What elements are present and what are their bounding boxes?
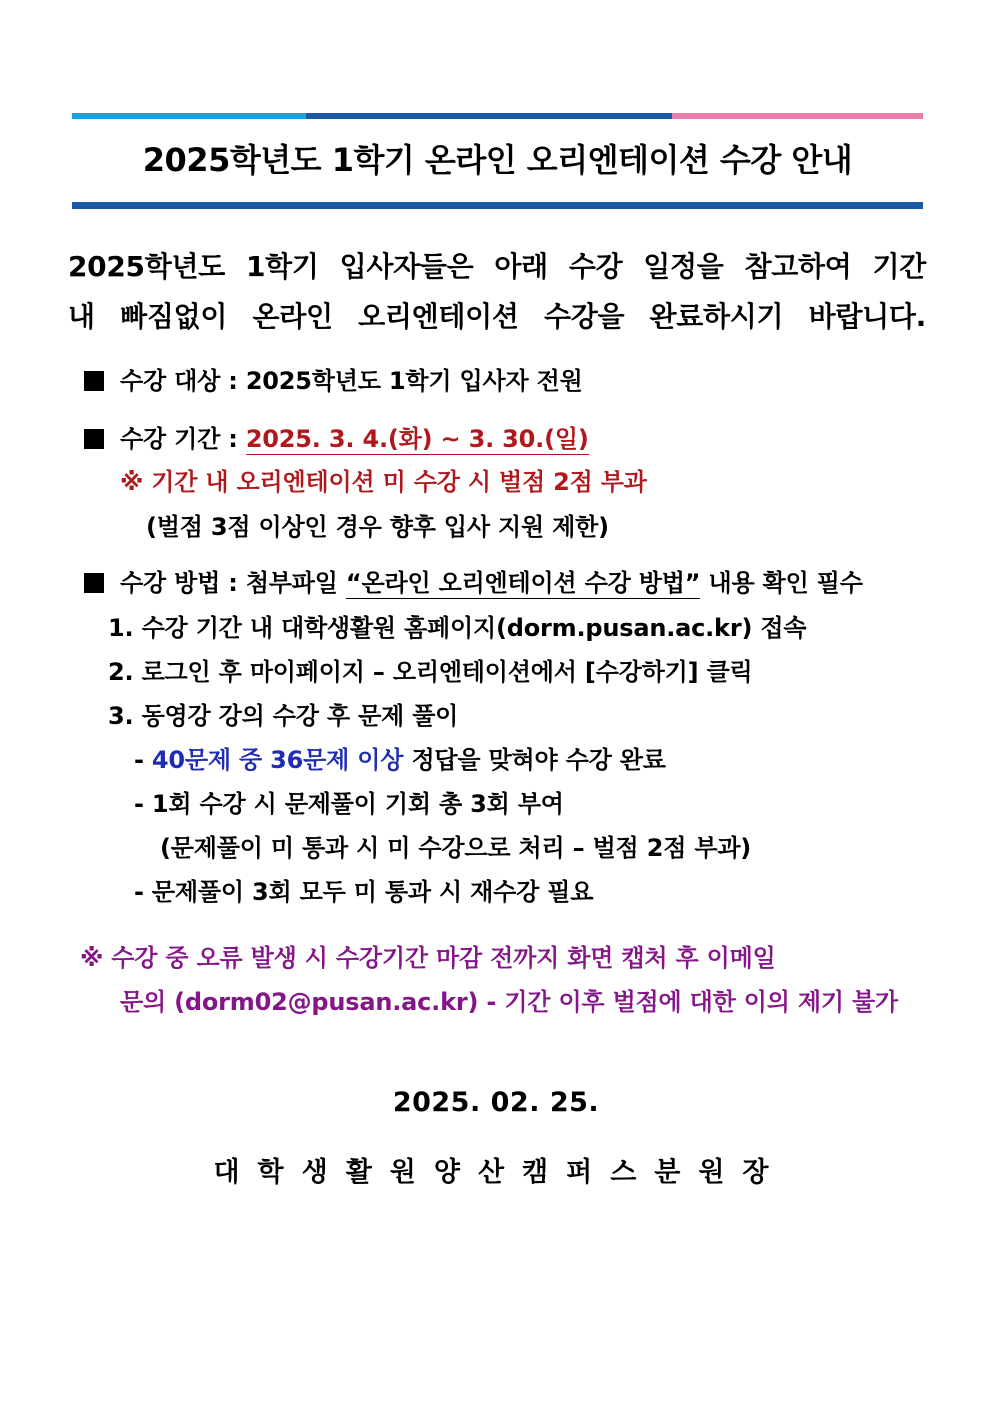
dash-bullet: -: [134, 878, 152, 906]
period-warning-note: (벌점 3점 이상인 경우 향후 입사 지원 제한): [146, 513, 609, 541]
attempts-note: (문제풀이 미 통과 시 미 수강으로 처리 – 벌점 2점 부과): [160, 834, 752, 862]
method-step-3: 3. 동영강 강의 수강 후 문제 풀이: [108, 702, 459, 730]
method-document-name: “온라인 오리엔테이션 수강 방법”: [345, 569, 701, 597]
target-item: [84, 364, 583, 398]
attempts-text: 1회 수강 시 문제풀이 기회 총 3회 부여: [151, 790, 564, 818]
method-suffix: 내용 확인 필수: [708, 569, 863, 597]
document-title: 2025학년도 1학기 온라인 오리엔테이션 수강 안내: [142, 141, 853, 179]
pass-criteria-rest: 정답을 맞혀야 수강 완료: [411, 746, 666, 774]
title-top-bar: [72, 113, 923, 119]
top-bar-blue-segment: [306, 113, 672, 119]
top-bar-cyan-segment: [72, 113, 306, 119]
error-notice-line-2: 문의 (dorm02@pusan.ac.kr) - 기간 이후 벌점에 대한 이의 제기 불가: [120, 988, 899, 1016]
top-bar-pink-segment: [672, 113, 923, 119]
method-item: [84, 566, 863, 600]
document-date: 2025. 02. 25.: [392, 1087, 600, 1118]
period-label: 수강 기간 :: [120, 425, 238, 453]
method-step-1: 1. 수강 기간 내 대학생활원 홈페이지(dorm.pusan.ac.kr) 접속: [108, 614, 807, 642]
error-notice-line-1: ※ 수강 중 오류 발생 시 수강기간 마감 전까지 화면 캡처 후 이메일: [80, 944, 776, 972]
dash-bullet: -: [134, 746, 152, 774]
square-bullet-icon: [84, 371, 104, 391]
pass-criteria: [134, 743, 666, 777]
target-label: 수강 대상 :: [120, 367, 238, 395]
pass-criteria-highlight: 40문제 중 36문제 이상: [151, 746, 404, 774]
title-bottom-bar: [72, 202, 923, 209]
intro-line-1: 2025학년도 1학기 입사자들은 아래 수강 일정을 참고하여 기간: [68, 250, 926, 283]
dash-bullet: -: [134, 790, 152, 818]
target-value: 2025학년도 1학기 입사자 전원: [245, 367, 583, 395]
fail-all-text: 문제풀이 3회 모두 미 통과 시 재수강 필요: [151, 878, 594, 906]
method-prefix: 첨부파일: [245, 569, 338, 597]
square-bullet-icon: [84, 429, 104, 449]
square-bullet-icon: [84, 573, 104, 593]
period-item: [84, 422, 589, 456]
period-value: 2025. 3. 4.(화) ~ 3. 30.(일): [245, 425, 589, 453]
attempts: [134, 787, 564, 821]
method-step-2: 2. 로그인 후 마이페이지 – 오리엔테이션에서 [수강하기] 클릭: [108, 658, 753, 686]
method-label: 수강 방법 :: [120, 569, 238, 597]
issuer-signature: 대학생활원양산캠퍼스분원장: [213, 1157, 787, 1188]
period-warning: ※ 기간 내 오리엔테이션 미 수강 시 벌점 2점 부과: [120, 468, 647, 496]
intro-line-2: 내 빠짐없이 온라인 오리엔테이션 수강을 완료하시기 바랍니다.: [68, 300, 926, 333]
fail-all: [134, 875, 593, 909]
